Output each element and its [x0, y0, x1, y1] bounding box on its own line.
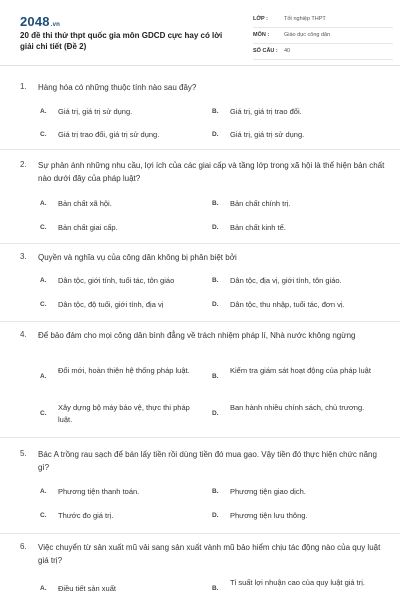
meta-value: 40: [284, 48, 291, 54]
question-number: 6.: [20, 542, 27, 551]
question-5: [0, 438, 400, 534]
option-text: Phương tiện lưu thông.: [230, 511, 308, 520]
meta-label: MÔN :: [253, 32, 270, 38]
question-text: Để bảo đảm cho mọi công dân bình đẳng về trách nhiệm pháp lí, Nhà nước không ngừng: [38, 331, 356, 340]
question-text: Hàng hóa có những thuộc tính nào sau đây?: [38, 83, 197, 92]
exam-meta: [253, 14, 393, 62]
meta-label: SỐ CÂU :: [253, 48, 278, 54]
option-letter: A.: [40, 373, 47, 380]
option-letter: D.: [212, 301, 219, 308]
option-letter: C.: [40, 410, 47, 417]
option-letter: A.: [40, 200, 47, 207]
option-text: Bản chất giai cấp.: [58, 223, 118, 232]
option-text: Tỉ suất lợi nhuận cao của quy luật giá trị.: [230, 578, 365, 587]
logo-suffix: .vn: [50, 22, 61, 28]
option-text: Ban hành nhiều chính sách, chủ trương.: [230, 403, 365, 412]
option-text: Bản chất kinh tế.: [230, 223, 286, 232]
option-letter: A.: [40, 277, 47, 284]
meta-value: Giáo dục công dân: [284, 32, 331, 38]
option-letter: D.: [212, 410, 219, 417]
meta-value: Tốt nghiệp THPT: [284, 16, 326, 22]
option-letter: B.: [212, 200, 219, 207]
question-text: Sự phản ánh những nhu cầu, lợi ích của các giai cấp và tầng lớp trong xã hội là thể hiện bản chất nào dưới đây của pháp luật?: [38, 161, 385, 183]
meta-label: LỚP :: [253, 16, 268, 22]
question-number: 4.: [20, 330, 27, 339]
question-number: 5.: [20, 449, 27, 458]
option-text: Giá trị, giá trị trao đổi.: [230, 107, 302, 116]
option-letter: B.: [212, 488, 219, 495]
site-logo[interactable]: [20, 14, 60, 29]
option-letter: A.: [40, 488, 47, 495]
question-text: Việc chuyển từ sản xuất mũ vải sang sản xuất vành mũ bảo hiểm chịu tác động nào của quy luật giá trị?: [38, 543, 381, 565]
question-2: [0, 150, 400, 244]
option-letter: B.: [212, 373, 219, 380]
question-6: [0, 534, 400, 600]
meta-row-question-count: [253, 46, 393, 60]
question-1: [0, 66, 400, 150]
option-text: Bản chất chính trị.: [230, 199, 291, 208]
page-header: [0, 0, 400, 66]
option-text: Bản chất xã hội.: [58, 199, 112, 208]
option-text: Giá trị, giá trị sử dụng.: [58, 107, 133, 116]
option-letter: C.: [40, 301, 47, 308]
question-number: 1.: [20, 82, 27, 91]
option-text: Thước đo giá trị.: [58, 511, 114, 520]
page-title: 20 đề thi thử thpt quốc gia môn GDCD cực hay có lời giải chi tiết (Đề 2): [20, 31, 223, 51]
option-text: Xây dựng bộ máy bảo vệ, thực thi pháp luật.: [58, 403, 190, 424]
option-text: Dân tộc, giới tính, tuổi tác, tôn giáo: [58, 276, 175, 285]
option-text: Dân tộc, thu nhập, tuổi tác, đơn vị.: [230, 300, 345, 309]
option-text: Dân tộc, địa vị, giới tính, tôn giáo.: [230, 276, 342, 285]
meta-row-class: [253, 14, 393, 28]
option-letter: B.: [212, 585, 219, 592]
question-3: [0, 244, 400, 322]
option-letter: D.: [212, 131, 219, 138]
option-text: Điều tiết sản xuất: [58, 584, 116, 593]
logo-text: 2048: [20, 14, 50, 29]
option-letter: B.: [212, 108, 219, 115]
option-text: Dân tộc, độ tuổi, giới tính, địa vị: [58, 300, 164, 309]
option-letter: D.: [212, 224, 219, 231]
option-text: Kiểm tra giám sát hoạt động của pháp luật: [230, 366, 371, 375]
option-letter: C.: [40, 131, 47, 138]
question-text: Quyền và nghĩa vụ của công dân không bị phân biệt bởi: [38, 253, 237, 262]
option-letter: C.: [40, 224, 47, 231]
option-text: Giá trị, giá trị sử dụng.: [230, 130, 305, 139]
option-letter: C.: [40, 512, 47, 519]
question-text: Bác A trồng rau sạch để bán lấy tiền rồi dùng tiền đó mua gạo. Vậy tiền đó thực hiện chức năng gì?: [38, 450, 377, 472]
option-text: Đổi mới, hoàn thiện hệ thống pháp luật.: [58, 366, 190, 375]
option-letter: A.: [40, 108, 47, 115]
question-number: 3.: [20, 252, 27, 261]
option-letter: B.: [212, 277, 219, 284]
meta-row-subject: [253, 30, 393, 44]
option-letter: A.: [40, 585, 47, 592]
option-text: Phương tiện giao dịch.: [230, 487, 306, 496]
question-number: 2.: [20, 160, 27, 169]
option-text: Giá trị trao đổi, giá trị sử dụng.: [58, 130, 160, 139]
question-4: [0, 322, 400, 438]
option-text: Phương tiện thanh toán.: [58, 487, 140, 496]
option-letter: D.: [212, 512, 219, 519]
